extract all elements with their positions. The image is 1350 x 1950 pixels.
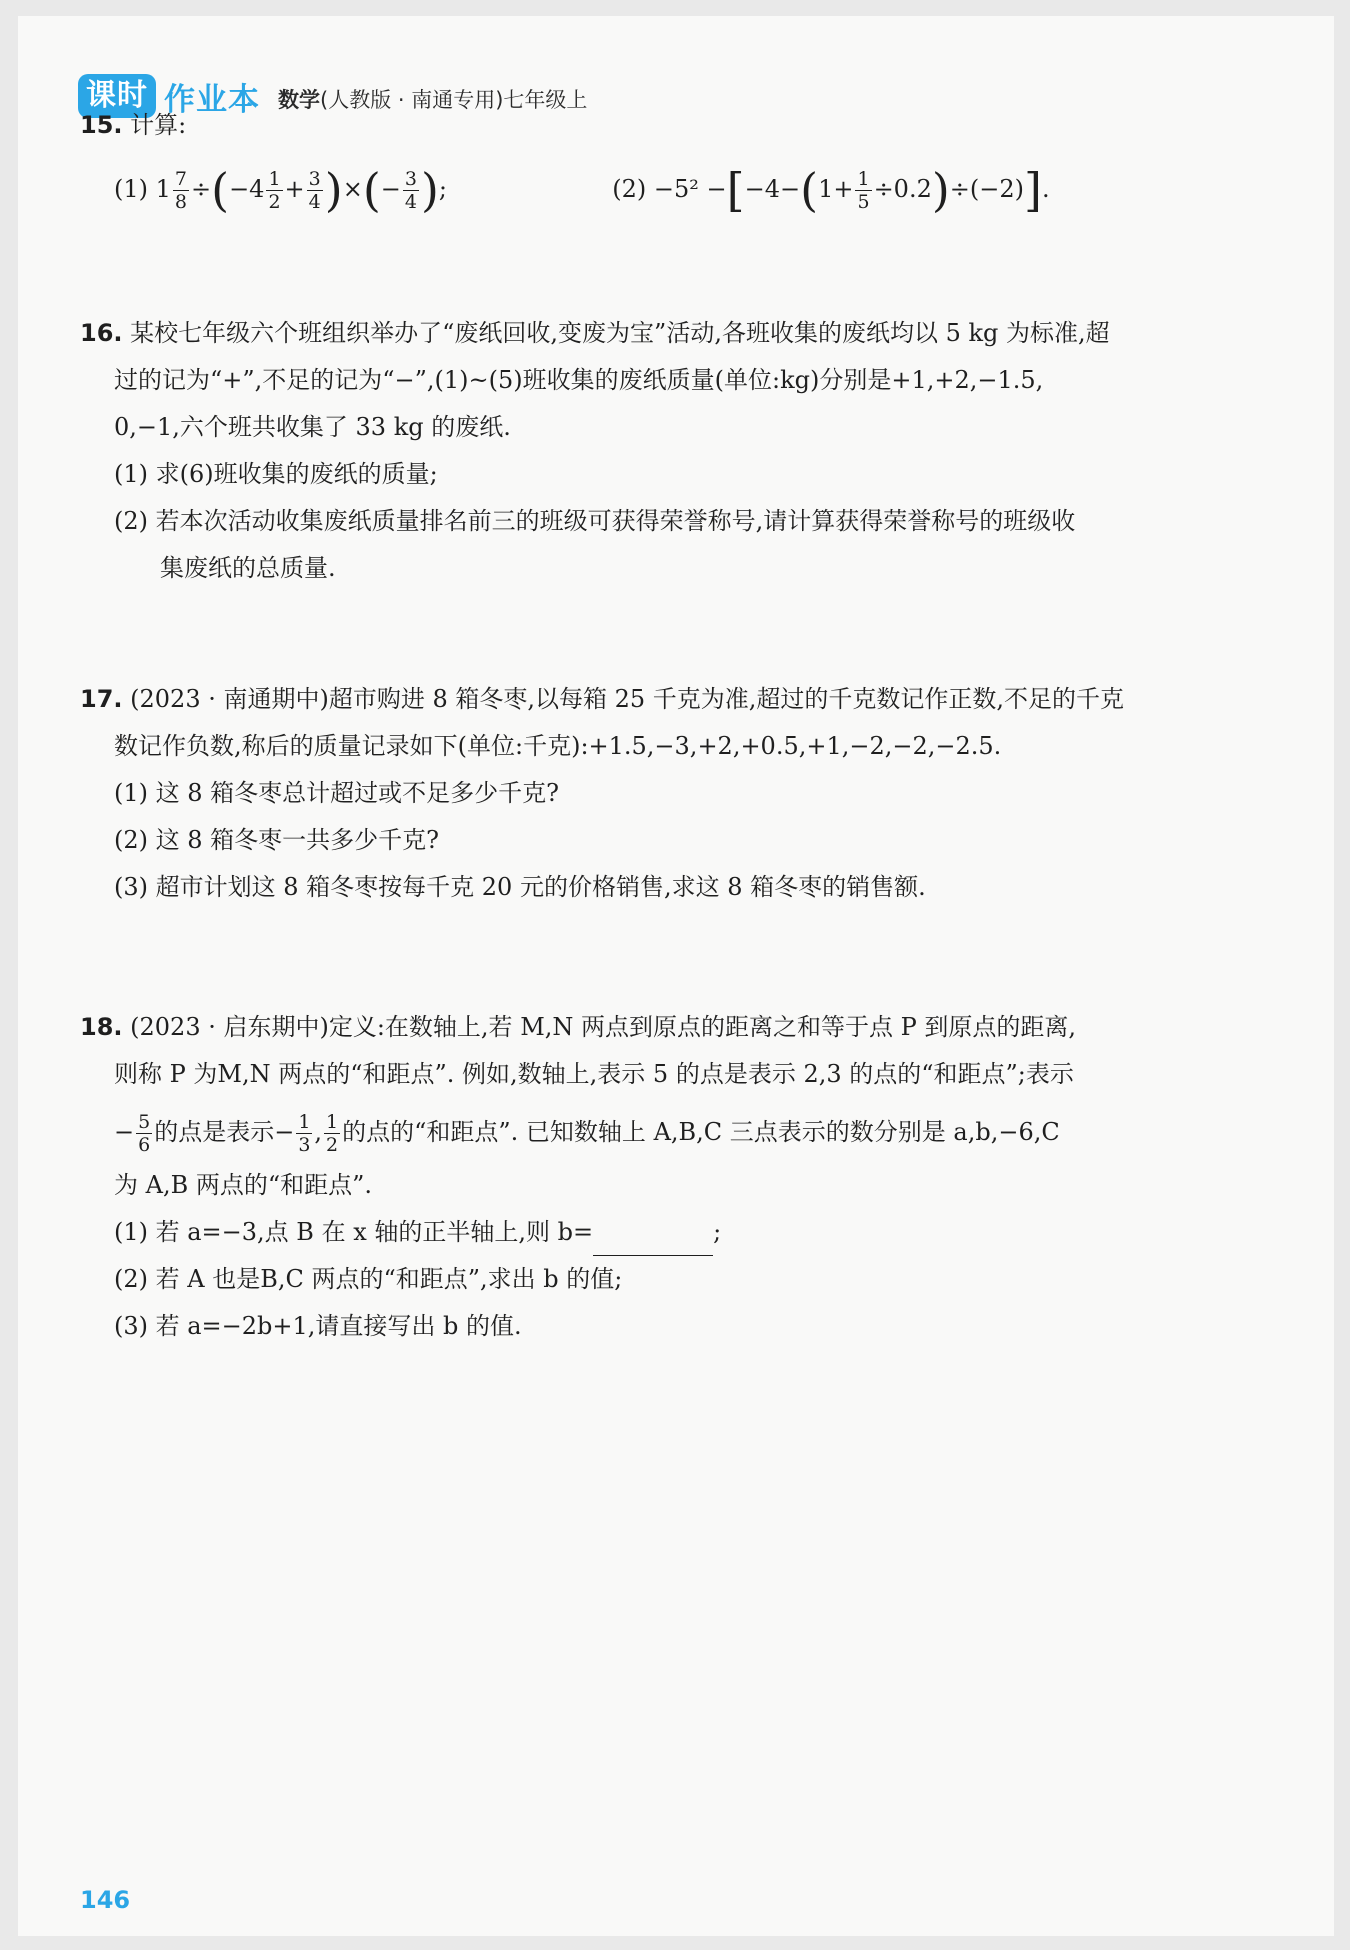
question-number: 15.: [80, 111, 123, 139]
question-number: 16.: [80, 319, 123, 347]
q15-part2-label: (2) −5² −: [612, 175, 727, 203]
q17-line2: 数记作负数,称后的质量记录如下(单位:千克):+1.5,−3,+2,+0.5,+1,−2,−2,−2.5.: [114, 732, 1002, 760]
q15-part1-label: (1) 1: [114, 175, 171, 203]
question-17: [80, 676, 1124, 911]
q17-subquestion-3: (3) 超市计划这 8 箱冬枣按每千克 20 元的价格销售,求这 8 箱冬枣的销售额.: [114, 873, 926, 901]
fraction: $\frac{5}{6}$: [138, 1111, 151, 1156]
fraction: $\frac{1}{2}$: [326, 1111, 339, 1156]
fraction: $\frac{1}{5}$: [857, 168, 870, 213]
q17-line1: (2023 · 南通期中)超市购进 8 箱冬枣,以每箱 25 千克为准,超过的千克数记作正数,不足的千克: [130, 685, 1125, 713]
edition-label: (人教版 · 南通专用)七年级上: [320, 88, 588, 112]
brand-title: 作业本: [164, 81, 260, 118]
question-18: [80, 1004, 1076, 1350]
q17-subquestion-1: (1) 这 8 箱冬枣总计超过或不足多少千克?: [114, 779, 560, 807]
q18-line4: 为 A,B 两点的“和距点”.: [114, 1171, 373, 1199]
question-15: [80, 102, 1050, 219]
q18-line2: 则称 P 为M,N 两点的“和距点”. 例如,数轴上,表示 5 的点是表示 2,3 的点的“和距点”;表示: [114, 1060, 1074, 1088]
q17-subquestion-2: (2) 这 8 箱冬枣一共多少千克?: [114, 826, 440, 854]
fraction: $\frac{1}{3}$: [298, 1111, 311, 1156]
q16-line1: 某校七年级六个班组织举办了“废纸回收,变废为宝”活动,各班收集的废纸均以 5 kg 为标准,超: [130, 319, 1110, 347]
worksheet-page: [18, 16, 1334, 1936]
question-number: 18.: [80, 1013, 123, 1041]
q18-subquestion-3: (3) 若 a=−2b+1,请直接写出 b 的值.: [114, 1312, 522, 1340]
page-number: 146: [80, 1886, 131, 1914]
fraction: $\frac{3}{4}$: [404, 168, 417, 213]
answer-blank[interactable]: [593, 1229, 713, 1256]
brand-logo-box: 课时: [78, 74, 156, 118]
q15-expressions: (1) 1 $\frac{7}{8}$ ÷(−4 $\frac{1}{2}$ + $\frac{3}{4}$ )×(− $\frac{3}{4}$ ); (2) −5² −[−4−(1+ $\frac{1}{5}$ ÷0.2)÷(−2)].: [80, 159, 1050, 219]
q18-subquestion-2: (2) 若 A 也是B,C 两点的“和距点”,求出 b 的值;: [114, 1265, 623, 1293]
q18-subquestion-1: (1) 若 a=−3,点 B 在 x 轴的正半轴上,则 b= ;: [80, 1209, 1076, 1256]
fraction: $\frac{1}{2}$: [268, 168, 281, 213]
q16-subquestion-2-cont: 集废纸的总质量.: [160, 554, 336, 582]
fraction: $\frac{7}{8}$: [174, 168, 187, 213]
q16-subquestion-1: (1) 求(6)班收集的废纸的质量;: [114, 460, 438, 488]
q16-line3: 0,−1,六个班共收集了 33 kg 的废纸.: [114, 413, 511, 441]
question-16: [80, 310, 1110, 592]
q16-line2: 过的记为“+”,不足的记为“−”,(1)~(5)班收集的废纸质量(单位:kg)分别是+1,+2,−1.5,: [114, 366, 1044, 394]
q18-line1: (2023 · 启东期中)定义:在数轴上,若 M,N 两点到原点的距离之和等于点 P 到原点的距离,: [130, 1013, 1077, 1041]
q16-subquestion-2: (2) 若本次活动收集废纸质量排名前三的班级可获得荣誉称号,请计算获得荣誉称号的班级收: [114, 507, 1076, 535]
q18-line3: − $\frac{5}{6}$ 的点是表示− $\frac{1}{3}$ , $\frac{1}{2}$ 的点的“和距点”. 已知数轴上 A,B,C 三点表示的数分别是 a,b,−6,C: [114, 1111, 1060, 1156]
subject-label: 数学: [278, 88, 320, 112]
question-title: 计算:: [130, 111, 187, 139]
question-number: 17.: [80, 685, 123, 713]
fraction: $\frac{3}{4}$: [308, 168, 321, 213]
